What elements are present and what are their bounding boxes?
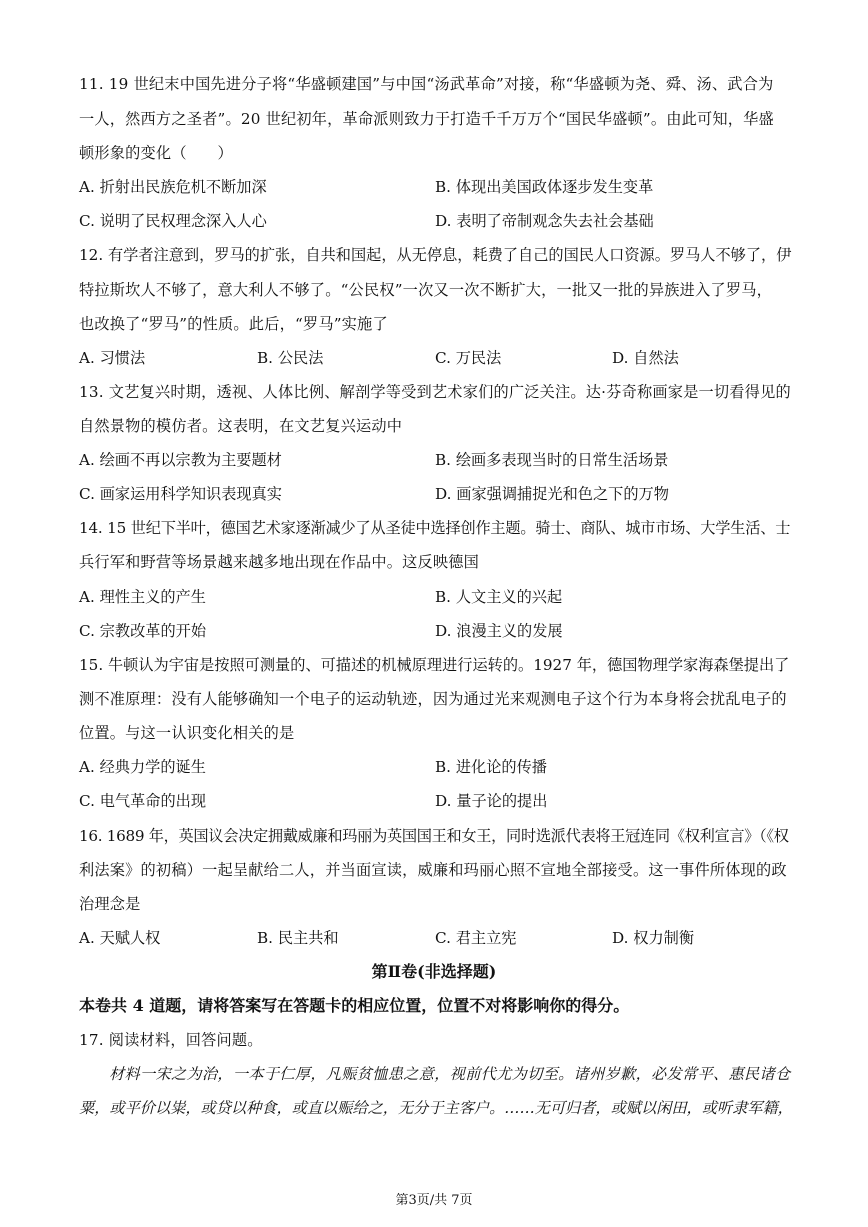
q16-line-1: 16. 1689 年，英国议会决定拥戴威廉和玛丽为英国国王和女王，同时选派代表将王冠连同《权利宣言》（《权 (79, 827, 789, 845)
q14-option-c: C. 宗教改革的开始 (79, 622, 207, 640)
q16-line-3: 治理念是 (79, 895, 141, 913)
q12-line-2: 特拉斯坎人不够了，意大利人不够了。“公民权”一次又一次不断扩大，一批又一批的异族进入了罗马， (79, 281, 772, 299)
q14-line-2: 兵行军和野营等场景越来越多地出现在作品中。这反映德国 (79, 553, 480, 571)
q15-line-1: 15. 牛顿认为宇宙是按照可测量的、可描述的机械原理进行运转的。1927 年，德国物理学家海森堡提出了 (79, 656, 790, 674)
q13-line-2: 自然景物的模仿者。这表明，在文艺复兴运动中 (79, 417, 403, 435)
q11-option-c: C. 说明了民权理念深入人心 (79, 212, 267, 230)
q12-option-d: D. 自然法 (612, 349, 679, 367)
section-2-instruction: 本卷共 4 道题，请将答案写在答题卡的相应位置，位置不对将影响你的得分。 (79, 996, 630, 1015)
section-2-title: 第Ⅱ卷(非选择题) (371, 962, 497, 981)
q12-option-c: C. 万民法 (435, 349, 502, 367)
q14-option-b: B. 人文主义的兴起 (435, 588, 563, 606)
q15-line-3: 位置。与这一认识变化相关的是 (79, 724, 295, 742)
q11-line-1: 11. 19 世纪末中国先进分子将“华盛顿建国”与中国“汤武革命”对接，称“华盛顿为尧、舜、汤、武合为 (79, 75, 774, 93)
q16-option-a: A. 天赋人权 (79, 929, 161, 947)
q14-option-d: D. 浪漫主义的发展 (435, 622, 563, 640)
q13-option-a: A. 绘画不再以宗教为主要题材 (79, 451, 282, 469)
q13-option-b: B. 绘画多表现当时的日常生活场景 (435, 451, 669, 469)
q15-option-a: A. 经典力学的诞生 (79, 758, 206, 776)
q11-line-3: 顿形象的变化（ ） (79, 144, 233, 162)
q15-option-c: C. 电气革命的出现 (79, 792, 207, 810)
q15-option-d: D. 量子论的提出 (435, 792, 548, 810)
q12-option-a: A. 习惯法 (79, 349, 146, 367)
q16-option-c: C. 君主立宪 (435, 929, 517, 947)
q12-option-b: B. 公民法 (257, 349, 324, 367)
q15-line-2: 测不准原理：没有人能够确知一个电子的运动轨迹，因为通过光来观测电子这个行为本身将会扰乱电子的 (79, 690, 787, 708)
q11-line-2: 一人，然西方之圣者”。20 世纪初年，革命派则致力于打造千千万万个“国民华盛顿”。由此可知，华盛 (79, 110, 774, 128)
q14-line-1: 14. 15 世纪下半叶，德国艺术家逐渐减少了从圣徒中选择创作主题。骑士、商队、城市市场、大学生活、士 (79, 519, 791, 537)
q13-option-c: C. 画家运用科学知识表现真实 (79, 485, 282, 503)
q11-option-a: A. 折射出民族危机不断加深 (79, 178, 267, 196)
q12-line-1: 12. 有学者注意到，罗马的扩张，自共和国起，从无停息，耗费了自己的国民人口资源。罗马人不够了，伊 (79, 246, 792, 264)
material-line-1: 材料一宋之为治，一本于仁厚，凡赈贫恤患之意，视前代尤为切至。诸州岁歉，必发常平、惠民诸仓 (109, 1065, 791, 1083)
q16-option-b: B. 民主共和 (257, 929, 339, 947)
q11-option-d: D. 表明了帝制观念失去社会基础 (435, 212, 654, 230)
q17-stem: 17. 阅读材料，回答问题。 (79, 1031, 263, 1049)
q14-option-a: A. 理性主义的产生 (79, 588, 206, 606)
material-line-2: 粟，或平价以粜，或贷以种食，或直以赈给之，无分于主客户。……无可归者，或赋以闲田，或听隶军籍， (79, 1099, 793, 1117)
q12-line-3: 也改换了“罗马”的性质。此后，“罗马”实施了 (79, 315, 388, 333)
q16-line-2: 利法案》的初稿）一起呈献给二人，并当面宣读，威廉和玛丽心照不宣地全部接受。这一事件所体现的政 (79, 861, 787, 879)
q15-option-b: B. 进化论的传播 (435, 758, 547, 776)
q16-option-d: D. 权力制衡 (612, 929, 695, 947)
q13-line-1: 13. 文艺复兴时期，透视、人体比例、解剖学等受到艺术家们的广泛关注。达·芬奇称画家是一切看得见的 (79, 383, 791, 401)
q11-option-b: B. 体现出美国政体逐步发生变革 (435, 178, 654, 196)
page-footer: 第3页/共 7页 (395, 1193, 473, 1208)
q13-option-d: D. 画家强调捕捉光和色之下的万物 (435, 485, 669, 503)
